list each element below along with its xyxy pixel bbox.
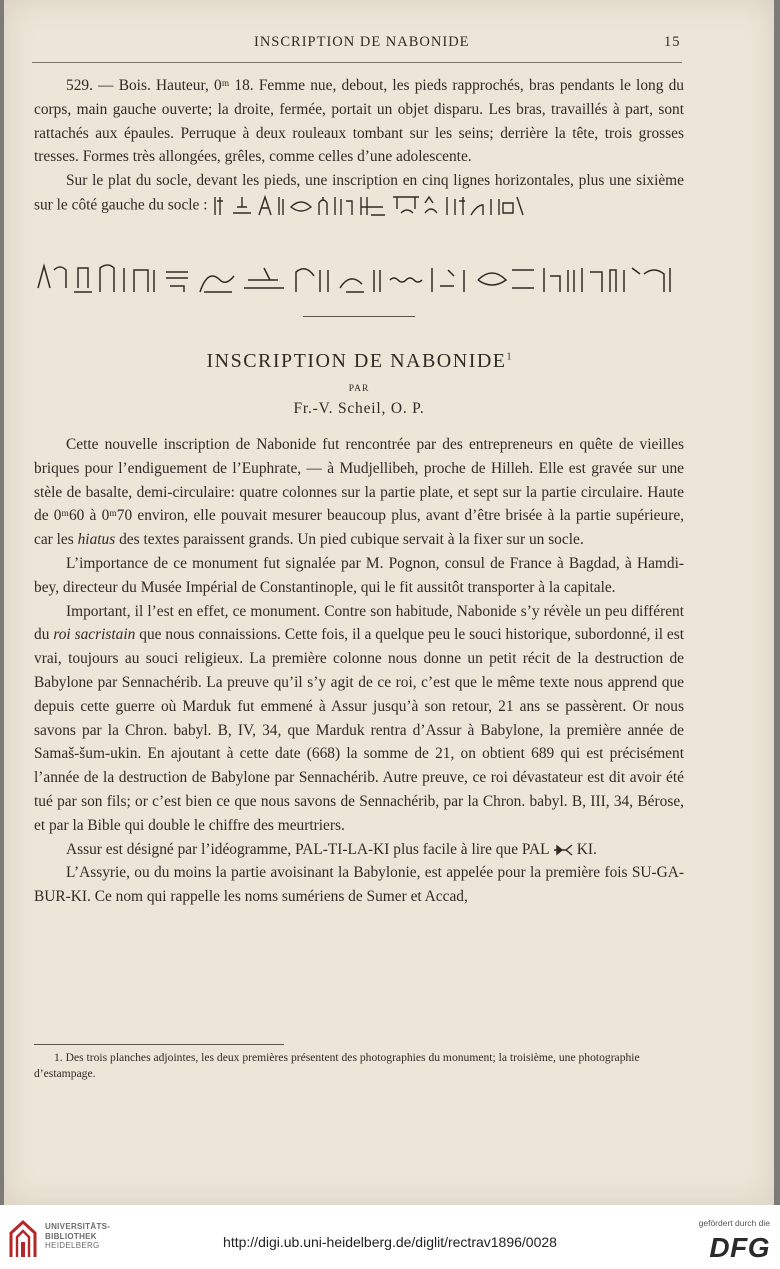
paragraph-2: L’importance de ce monument fut signalée par M. Pognon, consul de France à Bagdad, à Hamdi-bey, directeur du Musée Impérial de Constantinople, qui le fit aussitôt transporter à la capitale. — [34, 554, 684, 596]
hieroglyph-line-icon — [34, 258, 684, 300]
inscription-note-text: Sur le plat du socle, devant les pieds, une inscription en cinq lignes horizontales, plus une sixième sur le côté gauche du socle : — [34, 172, 684, 214]
paragraph-4 — [34, 838, 684, 862]
paragraph-1-text: Cette nouvelle inscription de Nabonide fut rencontrée par des entrepreneurs en quête de vieilles briques pour l’endiguement de l’Euphrate, — à Mudjellibeh, proche de Hilleh. Elle est gravée sur une stèle de basalte, demi-circulaire: quatre colonnes sur la partie plate, et sept sur la partie circulaire. Haute de 0ᵐ60 à 0ᵐ70 environ, elle pouvait mesurer beaucoup plus, avant d’être brisée à la partie supérieure, car les — [34, 436, 684, 549]
sponsor-text: gefördert durch die — [698, 1218, 770, 1228]
footnote-text: 1. Des trois planches adjointes, les deux premières présentent des photographies du monument; la troisième, une photographie d’estampage. — [34, 1051, 640, 1080]
article-body — [34, 433, 684, 909]
hieroglyph-inscription-icon — [211, 193, 529, 219]
footnote-rule — [34, 1044, 284, 1045]
page-number: 15 — [664, 34, 681, 50]
article-title-text: INSCRIPTION DE NABONIDE — [206, 350, 507, 372]
paragraph-1-tail: des textes paraissent grands. Un pied cubique servait à la fixer sur un socle. — [119, 531, 584, 549]
entry-description: 529. — Bois. Hauteur, 0ᵐ 18. Femme nue, debout, les pieds rapprochés, bras pendants le long du corps, main gauche ouverte; la droite, fermée, portait un objet disparu. Les bras, travaillés à part, sont rattachés aux épaules. Perruque à deux rouleaux tombant sur les seins; derrière la tête, trois grosses tresses. Formes très allongées, grêles, comme celles d’une adolescente. — [34, 77, 684, 166]
paragraph-1-italic: hiatus — [77, 531, 116, 549]
paragraph-1 — [34, 433, 684, 552]
section-divider — [303, 316, 415, 317]
paragraph-5: L’Assyrie, ou du moins la partie avoisinant la Babylonie, est appelée pour la première fois SU-GA-BUR-KI. Ce nom qui rappelle les noms sumériens de Sumer et Accad, — [34, 864, 684, 906]
library-line-1: UNIVERSITÄTS- — [45, 1222, 111, 1231]
scanned-page — [4, 0, 774, 1205]
paragraph-4-text: Assur est désigné par l’idéogramme, PAL-TI-LA-KI plus facile à lire que PAL — [66, 840, 549, 858]
entry-inscription-note — [34, 169, 684, 219]
source-url-link[interactable]: http://digi.ub.uni-heidelberg.de/diglit/rectrav1896/0028 — [223, 1234, 557, 1250]
running-title: INSCRIPTION DE NABONIDE — [254, 34, 470, 50]
paragraph-3-start: Important, il l’est en effet, ce monument. Contre son habitude, Nabonide s’y révèle un peu différent du — [34, 602, 684, 644]
cuneiform-sign-icon — [553, 844, 573, 856]
library-line-3: HEIDELBERG — [45, 1241, 100, 1250]
article-title — [4, 350, 714, 373]
author-name: Fr.-V. Scheil, O. P. — [293, 400, 425, 417]
header-rule — [32, 62, 682, 63]
footnote-marker: 1 — [506, 351, 512, 363]
footnote — [34, 1050, 684, 1081]
dfg-logo: DFG — [709, 1232, 770, 1263]
byline-par: PAR — [348, 384, 370, 394]
paragraph-3-end: que nous connaissions. Cette fois, il a quelque peu le souci historique, subordonné, il est vrai, toujours au souci religieux. La première colonne nous donne un petit récit de la destruction de Babylone par Sennachérib. La preuve qu’il s’y agit de ce roi, c’est que le même texte nous apprend que depuis cette guerre où Marduk fut emmené à Assur jusqu’à son retour, 21 ans se passèrent. Or nous savons par la Chron. babyl. B, IV, 34, que Marduk rentra d’Assur à Babylone, la première année de Samaš-šum-ukin. En ajoutant à cette date (668) la somme de 21, on obtient 689 qui est précisément l’année de la destruction de Babylone par Sennachérib. Autre preuve, ce roi dévastateur est dit avoir été tué par son fils; or c’est bien ce que nous savons de Sennachérib, par la Chron. babyl. B, III, 34, Bérose, et par la Bible qui double le chiffre des meurtriers. — [34, 626, 684, 834]
paragraph-3 — [34, 600, 684, 838]
library-line-2: BIBLIOTHEK — [45, 1231, 97, 1241]
catalogue-entry-529 — [34, 74, 684, 219]
paragraph-3-italic: roi sacristain — [53, 626, 136, 644]
digitization-footer — [0, 1205, 780, 1269]
paragraph-4-tail: KI. — [576, 840, 597, 858]
